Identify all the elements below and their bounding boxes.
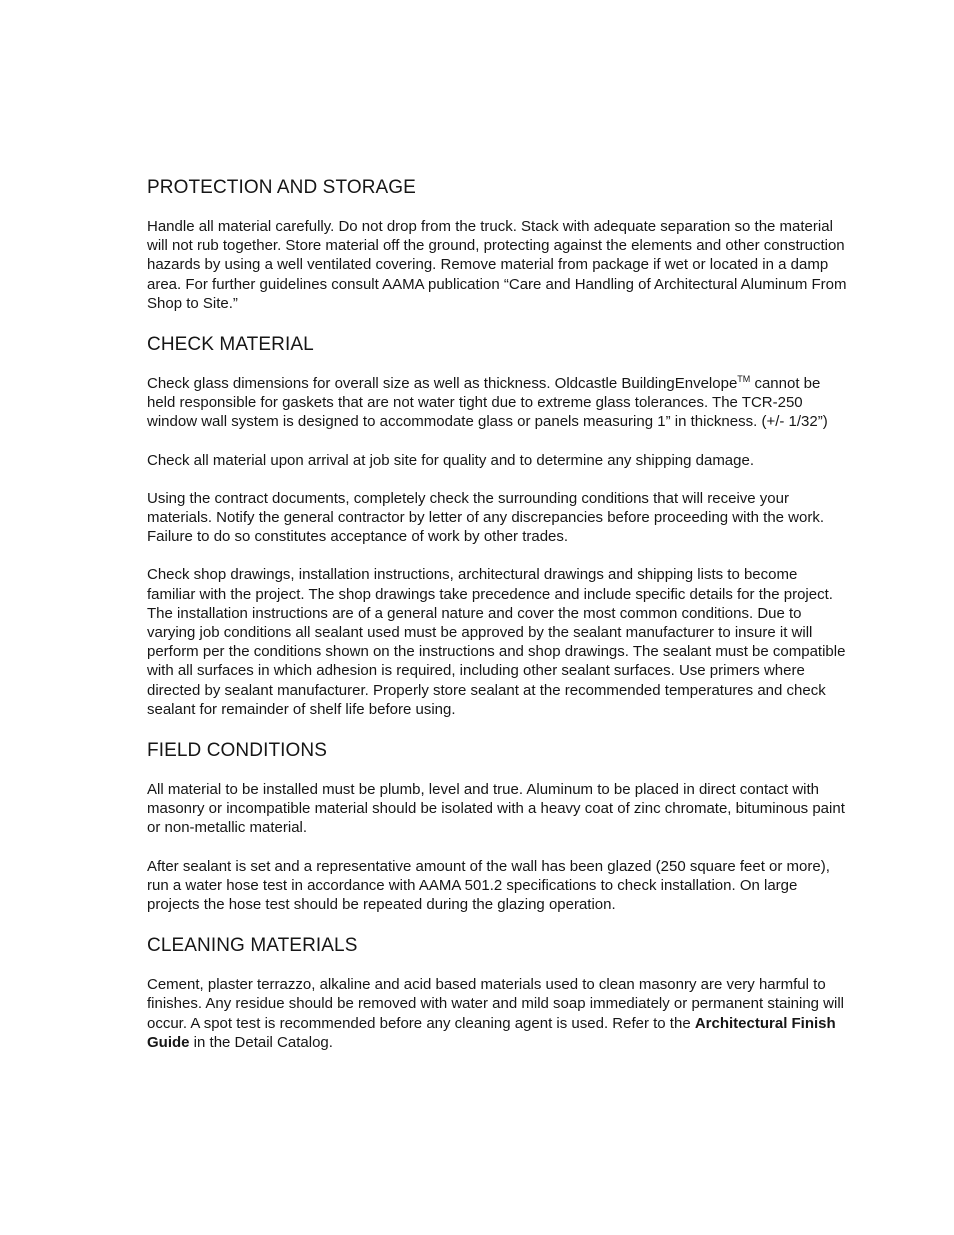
section-protection-and-storage	[147, 176, 847, 313]
paragraph-text: cannot be held responsible for gaskets that are not water tight due to extreme glass tolerances. The TCR-250 window wall system is designed to accommodate glass or panels measuring 1” in thickness. (+/- 1/32”)	[147, 375, 828, 431]
paragraph-text: Cement, plaster terrazzo, alkaline and acid based materials used to clean masonry are very harmful to finishes. Any residue should be removed with water and mild soap immediately or permanent staining will occur. A spot test is recommended before any cleaning agent is used. Refer to the	[147, 976, 845, 1032]
paragraph-text: in the Detail Catalog.	[189, 1033, 333, 1051]
trademark-mark: TM	[737, 374, 751, 385]
paragraph: Using the contract documents, completely check the surrounding conditions that will receive your materials. Notify the general contractor by letter of any discrepancies before proceeding with the work. Failure to do so constitutes acceptance of work by other trades.	[147, 489, 825, 546]
paragraph: Check all material upon arrival at job site for quality and to determine any shipping damage.	[147, 451, 755, 469]
section-check-material	[147, 333, 847, 719]
section-heading: PROTECTION AND STORAGE	[147, 177, 416, 198]
paragraph	[147, 374, 847, 432]
paragraph-text: Check glass dimensions for overall size as well as thickness. Oldcastle BuildingEnvelope	[147, 375, 738, 393]
paragraph	[147, 975, 847, 1052]
section-heading: CHECK MATERIAL	[147, 334, 314, 356]
section-heading: CLEANING MATERIALS	[147, 935, 358, 957]
paragraph: Check shop drawings, installation instructions, architectural drawings and shipping lists to become familiar with the project. The shop drawings take precedence and include specific details for the project. The installation instructions are of a general nature and cover the most common conditions. Due to varying job conditions all sealant used must be approved by the sealant manufacturer to insure it will perform per the conditions shown on the instructions and shop drawings. The sealant must be compatible with all surfaces in which adhesion is required, including other sealant surfaces. Use primers where directed by sealant manufacturer. Properly store sealant at the recommended temperatures and check sealant for remainder of shelf life before using.	[147, 566, 846, 718]
paragraph: All material to be installed must be plumb, level and true. Aluminum to be placed in direct contact with masonry or incompatible material should be isolated with a heavy coat of zinc chromate, bituminous paint or non-metallic material.	[147, 781, 845, 837]
section-heading: FIELD CONDITIONS	[147, 740, 328, 762]
document-body	[147, 176, 847, 1052]
paragraph: Handle all material carefully. Do not drop from the truck. Stack with adequate separation so the material will not rub together. Store material off the ground, protecting against the elements and other construction hazards by using a well ventilated covering. Remove material from package if wet or located in a damp area. For further guidelines consult AAMA publication “Care and Handling of Architectural Aluminum From Shop to Site.”	[147, 218, 847, 312]
section-field-conditions	[147, 739, 847, 914]
paragraph: After sealant is set and a representative amount of the wall has been glazed (250 square feet or more), run a water hose test in accordance with AAMA 501.2 specifications to check installation. On large projects the hose test should be repeated during the glazing operation.	[147, 857, 830, 914]
finish-guide-reference: Architectural Finish Guide	[147, 1014, 836, 1051]
section-cleaning-materials	[147, 934, 847, 1052]
